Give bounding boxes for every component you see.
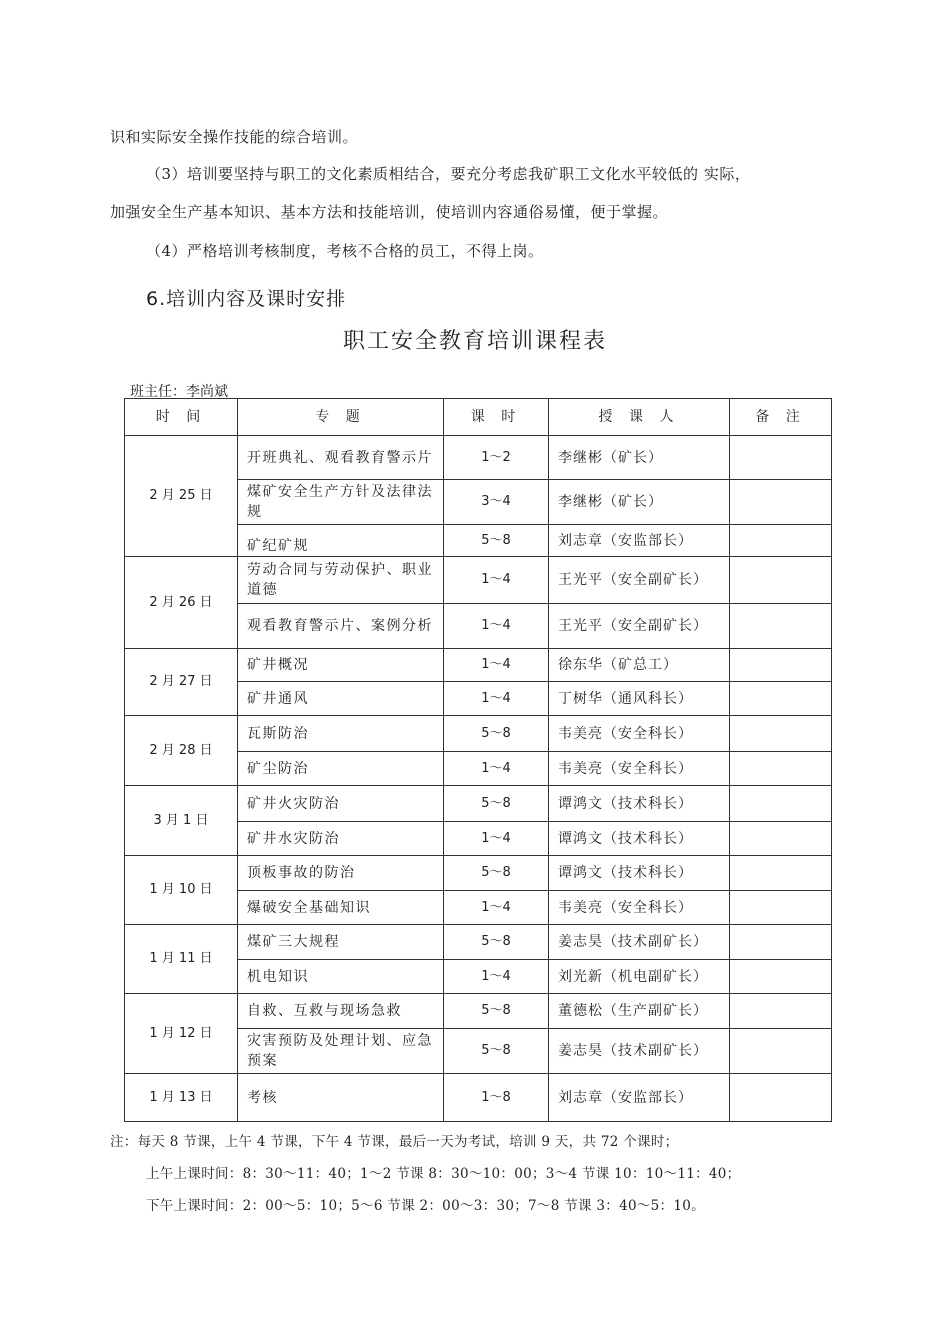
- table-row: [125, 856, 832, 891]
- topic-cell: 煤矿安全生产方针及法律法规: [238, 480, 444, 525]
- remark-cell: [730, 856, 832, 891]
- topic-cell: 观看教育警示片、案例分析: [238, 604, 444, 649]
- remark-cell: [730, 822, 832, 856]
- remark-cell: [730, 682, 832, 716]
- teacher-cell: 王光平（安全副矿长）: [549, 557, 730, 604]
- topic-cell: 矿井火灾防治: [238, 786, 444, 822]
- table-header-row: [125, 399, 832, 436]
- hours-cell: 5～8: [444, 525, 549, 557]
- table-row: [125, 1074, 832, 1122]
- table-row: [125, 649, 832, 682]
- topic-cell: 矿尘防治: [238, 752, 444, 786]
- table-title: 职工安全教育培训课程表: [342, 329, 607, 354]
- course-schedule-table: [124, 398, 832, 1122]
- hours-cell: 1～8: [444, 1074, 549, 1122]
- hours-cell: 1～4: [444, 822, 549, 856]
- hours-cell: 5～8: [444, 716, 549, 752]
- teacher-cell: 韦美亮（安全科长）: [549, 716, 730, 752]
- remark-cell: [730, 786, 832, 822]
- table-row: [125, 994, 832, 1029]
- hours-cell: 1～4: [444, 557, 549, 604]
- remark-cell: [730, 925, 832, 960]
- date-cell: 2 月 27 日: [125, 649, 238, 716]
- date-cell: 3 月 1 日: [125, 786, 238, 856]
- teacher-cell: 李继彬（矿长）: [549, 480, 730, 525]
- teacher-cell: 丁树华（通风科长）: [549, 682, 730, 716]
- table-row: [125, 436, 832, 480]
- topic-cell: 开班典礼、观看教育警示片: [238, 436, 444, 480]
- topic-cell: 灾害预防及处理计划、应急预案: [238, 1029, 444, 1074]
- teacher-cell: 谭鸿文（技术科长）: [549, 786, 730, 822]
- header-topic: 专 题: [238, 399, 444, 436]
- paragraph-4: （4）严格培训考核制度，考核不合格的员工，不得上岗。: [146, 242, 544, 260]
- note-2: 上午上课时间：8：30～11：40；1～2 节课 8：30～10：00；3～4 节课 10：10～11：40；: [146, 1166, 741, 1182]
- date-cell: 1 月 11 日: [125, 925, 238, 994]
- date-cell: 1 月 13 日: [125, 1074, 238, 1122]
- date-cell: 2 月 28 日: [125, 716, 238, 786]
- header-time: 时 间: [125, 399, 238, 436]
- remark-cell: [730, 891, 832, 925]
- remark-cell: [730, 1074, 832, 1122]
- remark-cell: [730, 604, 832, 649]
- remark-cell: [730, 436, 832, 480]
- head-teacher-label: 班主任：李尚斌: [130, 384, 228, 400]
- remark-cell: [730, 752, 832, 786]
- paragraph-1: 识和实际安全操作技能的综合培训。: [110, 128, 359, 146]
- hours-cell: 1～4: [444, 752, 549, 786]
- topic-cell: 机电知识: [238, 960, 444, 994]
- topic-cell: 自救、互救与现场急救: [238, 994, 444, 1029]
- teacher-cell: 刘志章（安监部长）: [549, 525, 730, 557]
- hours-cell: 1～4: [444, 960, 549, 994]
- teacher-cell: 韦美亮（安全科长）: [549, 752, 730, 786]
- header-teacher: 授 课 人: [549, 399, 730, 436]
- topic-cell: 考核: [238, 1074, 444, 1122]
- remark-cell: [730, 480, 832, 525]
- teacher-cell: 姜志昊（技术副矿长）: [549, 1029, 730, 1074]
- teacher-cell: 徐东华（矿总工）: [549, 649, 730, 682]
- hours-cell: 1～4: [444, 649, 549, 682]
- remark-cell: [730, 1029, 832, 1074]
- paragraph-2: （3）培训要坚持与职工的文化素质相结合，要充分考虑我矿职工文化水平较低的 实际，: [146, 165, 751, 183]
- topic-cell: 矿井概况: [238, 649, 444, 682]
- header-hours: 课 时: [444, 399, 549, 436]
- hours-cell: 1～4: [444, 891, 549, 925]
- table-row: [125, 786, 832, 822]
- date-cell: 2 月 26 日: [125, 557, 238, 649]
- remark-cell: [730, 525, 832, 557]
- remark-cell: [730, 557, 832, 604]
- table-body: [125, 436, 832, 1122]
- date-cell: 1 月 10 日: [125, 856, 238, 925]
- topic-cell: 矿纪矿规: [238, 525, 444, 557]
- table-row: [125, 925, 832, 960]
- date-cell: 2 月 25 日: [125, 436, 238, 557]
- teacher-cell: 李继彬（矿长）: [549, 436, 730, 480]
- topic-cell: 瓦斯防治: [238, 716, 444, 752]
- topic-cell: 矿井水灾防治: [238, 822, 444, 856]
- topic-cell: 爆破安全基础知识: [238, 891, 444, 925]
- remark-cell: [730, 649, 832, 682]
- hours-cell: 3～4: [444, 480, 549, 525]
- teacher-cell: 谭鸿文（技术科长）: [549, 856, 730, 891]
- remark-cell: [730, 960, 832, 994]
- table-row: [125, 716, 832, 752]
- hours-cell: 1～4: [444, 604, 549, 649]
- date-cell: 1 月 12 日: [125, 994, 238, 1074]
- hours-cell: 5～8: [444, 1029, 549, 1074]
- topic-cell: 煤矿三大规程: [238, 925, 444, 960]
- hours-cell: 5～8: [444, 856, 549, 891]
- remark-cell: [730, 994, 832, 1029]
- teacher-cell: 刘志章（安监部长）: [549, 1074, 730, 1122]
- hours-cell: 5～8: [444, 994, 549, 1029]
- hours-cell: 1～2: [444, 436, 549, 480]
- teacher-cell: 刘光新（机电副矿长）: [549, 960, 730, 994]
- table-row: [125, 557, 832, 604]
- section-heading: 6.培训内容及课时安排: [146, 288, 347, 310]
- hours-cell: 1～4: [444, 682, 549, 716]
- note-1: 注：每天 8 节课，上午 4 节课，下午 4 节课，最后一天为考试，培训 9 天，共 72 个课时；: [110, 1134, 679, 1150]
- teacher-cell: 董德松（生产副矿长）: [549, 994, 730, 1029]
- teacher-cell: 姜志昊（技术副矿长）: [549, 925, 730, 960]
- remark-cell: [730, 716, 832, 752]
- hours-cell: 5～8: [444, 925, 549, 960]
- note-3: 下午上课时间：2：00～5：10；5～6 节课 2：00～3：30；7～8 节课 3：40～5：10。: [146, 1198, 705, 1214]
- paragraph-3: 加强安全生产基本知识、基本方法和技能培训，使培训内容通俗易懂，便于掌握。: [110, 203, 669, 221]
- teacher-cell: 韦美亮（安全科长）: [549, 891, 730, 925]
- topic-cell: 矿井通风: [238, 682, 444, 716]
- header-remark: 备 注: [730, 399, 832, 436]
- topic-cell: 顶板事故的防治: [238, 856, 444, 891]
- teacher-cell: 王光平（安全副矿长）: [549, 604, 730, 649]
- topic-cell: 劳动合同与劳动保护、职业道德: [238, 557, 444, 604]
- hours-cell: 5～8: [444, 786, 549, 822]
- teacher-cell: 谭鸿文（技术科长）: [549, 822, 730, 856]
